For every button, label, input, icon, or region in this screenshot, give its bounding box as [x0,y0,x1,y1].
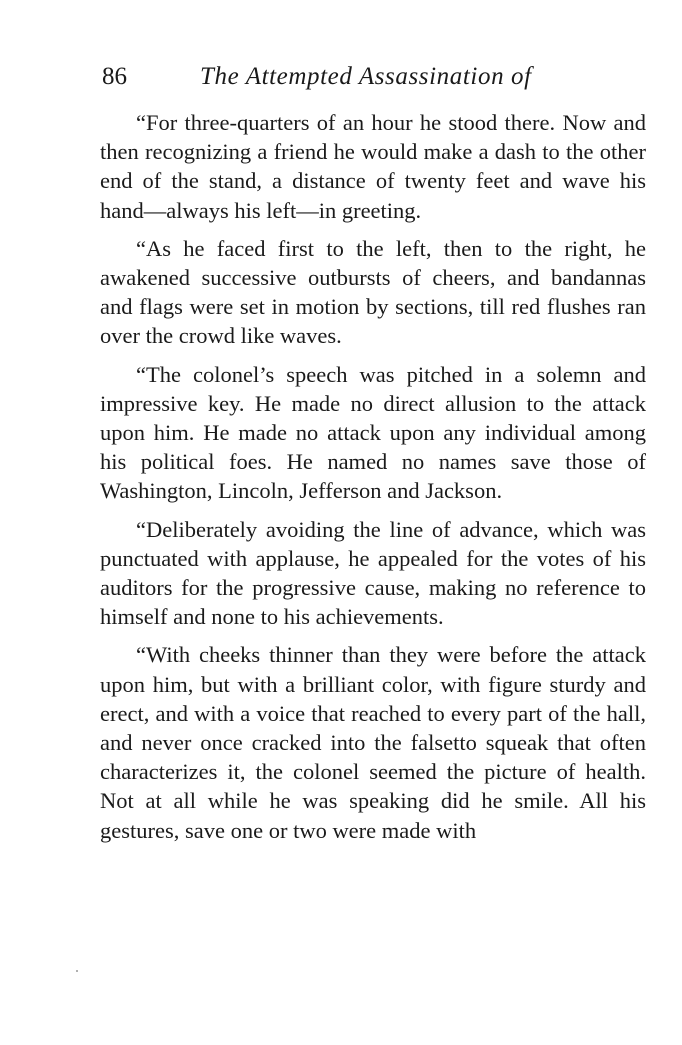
page-header [100,58,648,94]
paragraph-3: “The colonel’s speech was pitched in a solemn and impressive key. He made no direct allusion to the attack upon him. He made no attack upon any individual among his political foes. He named no names save those of Washington, Lincoln, Jefferson and Jackson. [100,361,646,504]
paragraph-5: “With cheeks thinner than they were before the attack upon him, but with a brilliant color, with figure sturdy and erect, and with a voice that reached to every part of the hall, and never once cracked into the falsetto squeak that often characterizes it, the colonel seemed the picture of health. Not at all while he was speaking did he smile. All his gestures, save one or two were made with [100,642,646,843]
running-title: The Attempted Assassination of [200,63,532,90]
page-number: 86 [102,63,127,90]
paragraph-1: “For three-quarters of an hour he stood there. Now and then recognizing a friend he would make a dash to the other end of the stand, a distance of twenty feet and wave his hand—always his left—in greeting. [100,110,646,223]
scan-speck [76,970,78,972]
paragraph-2: “As he faced first to the left, then to the right, he awakened successive outbursts of cheers, and bandannas and flags were set in motion by sections, till red flushes ran over the crowd like waves. [100,235,646,349]
paragraph-4: “Deliberately avoiding the line of advance, which was punctuated with applause, he appealed for the votes of his auditors for the progressive cause, making no reference to himself and none to his achievements. [100,516,646,630]
body-text [100,108,646,854]
